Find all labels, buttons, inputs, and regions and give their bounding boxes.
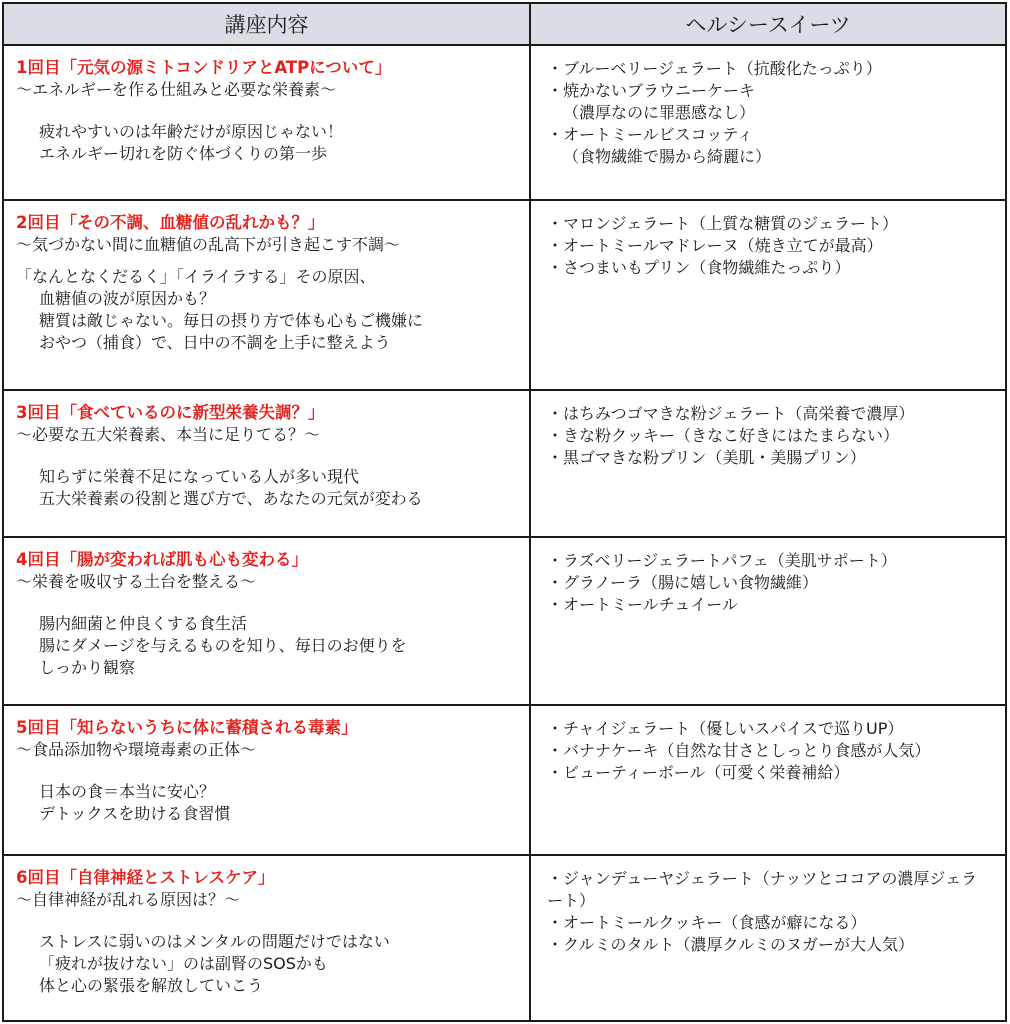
sweet-item: ・きな粉クッキー（きなこ好きにはたまらない） (547, 426, 900, 445)
lecture-cell (3, 200, 530, 390)
table-row (3, 45, 1006, 200)
sweets-cell (530, 855, 1006, 1021)
header-healthy-sweets: ヘルシースイーツ (530, 3, 1006, 45)
lecture-subtitle: 〜エネルギーを作る仕組みと必要な栄養素〜 (16, 80, 337, 99)
description-line: おやつ（捕食）で、日中の不調を上手に整えよう (39, 333, 391, 352)
description-line: 糖質は敵じゃない。毎日の摂り方で体も心もご機嫌に (39, 311, 424, 330)
description-line: 疲れやすいのは年齢だけが原因じゃない！ (39, 122, 344, 141)
sweet-item: ・焼かないブラウニーケーキ (547, 81, 756, 100)
header-lecture-content: 講座内容 (3, 3, 530, 45)
sweets-cell (530, 537, 1006, 705)
description-line: 知らずに栄養不足になっている人が多い現代 (39, 467, 360, 486)
sweet-item: ・オートミールクッキー（食感が癖になる） (547, 913, 867, 932)
sweet-item: ・ブルーベリージェラート（抗酸化たっぷり） (547, 59, 882, 78)
lecture-description (16, 931, 529, 997)
description-line: 「なんとなくだるく」「イライラする」その原因、 (16, 267, 376, 286)
sweet-item: ・ビューティーボール（可愛く栄養補給） (547, 763, 850, 782)
sweet-item: ・バナナケーキ（自然な甘さとしっとり食感が人気） (547, 741, 931, 760)
lecture-title: 3回目「食べているのに新型栄養失調？」 (16, 403, 325, 422)
lecture-cell (3, 45, 530, 200)
description-line: 五大栄養素の役割と選び方で、あなたの元気が変わる (39, 489, 423, 508)
lecture-title: 5回目「知らないうちに体に蓄積される毒素」 (16, 718, 358, 737)
lecture-description (16, 466, 529, 510)
description-line: 「疲れが抜けない」のは副腎のSOSかも (39, 954, 328, 973)
lecture-cell (3, 705, 530, 855)
table-row (3, 855, 1006, 1021)
sweet-item: ・オートミールマドレーヌ（焼き立てが最高） (547, 236, 883, 255)
description-line: しっかり観察 (39, 658, 136, 677)
sweets-cell (530, 200, 1006, 390)
lecture-cell (3, 537, 530, 705)
description-line: 腸にダメージを与えるものを知り、毎日のお便りを (39, 636, 407, 655)
lecture-title: 6回目「自律神経とストレスケア」 (16, 868, 275, 887)
description-line: エネルギー切れを防ぐ体づくりの第一歩 (39, 144, 328, 163)
table-row (3, 705, 1006, 855)
sweet-item: ・クルミのタルト（濃厚クルミのヌガーが大人気） (547, 935, 915, 954)
sweets-cell (530, 390, 1006, 537)
sweet-item-note: （食物繊維で腸から綺麗に） (563, 147, 772, 166)
table-row (3, 200, 1006, 390)
lecture-description (16, 121, 529, 165)
description-line: ストレスに弱いのはメンタルの問題だけではない (39, 932, 390, 951)
description-line: 腸内細菌と仲良くする食生活 (39, 614, 248, 633)
lecture-description (16, 781, 529, 825)
sweet-item: ・黒ゴマきな粉プリン（美肌・美腸プリン） (547, 448, 866, 467)
lecture-cell (3, 390, 530, 537)
table-row (3, 537, 1006, 705)
table-row (3, 390, 1006, 537)
course-schedule-table (2, 2, 1007, 1022)
description-line: デトックスを助ける食習慣 (39, 804, 231, 823)
sweet-item: ・マロンジェラート（上質な糖質のジェラート） (547, 214, 898, 233)
lecture-title: 1回目「元気の源ミトコンドリアとATPについて」 (16, 58, 392, 77)
description-line: 血糖値の波が原因かも？ (39, 289, 216, 308)
lecture-title: 4回目「腸が変われば肌も心も変わる」 (16, 550, 308, 569)
sweet-item: ・ラズベリージェラートパフェ（美肌サポート） (547, 551, 897, 570)
sweet-item: ・オートミールビスコッティ (547, 125, 754, 144)
lecture-subtitle: 〜自律神経が乱れる原因は？〜 (16, 890, 241, 909)
sweet-item: ・さつまいもプリン（食物繊維たっぷり） (547, 258, 851, 277)
sweet-item: ・グラノーラ（腸に嬉しい食物繊維） (547, 573, 819, 592)
sweet-item: ・ジャンデューヤジェラート（ナッツとココアの濃厚ジェラート） (547, 869, 978, 910)
sweet-item: ・オートミールチュイール (547, 595, 738, 614)
description-line: 体と心の緊張を解放していこう (39, 976, 264, 995)
lecture-description (16, 613, 529, 679)
lecture-subtitle: 〜必要な五大栄養素、本当に足りてる？〜 (16, 425, 321, 444)
sweet-item: ・チャイジェラート（優しいスパイスで巡りUP） (547, 719, 904, 738)
lecture-subtitle: 〜気づかない間に血糖値の乱高下が引き起こす不調〜 (16, 235, 401, 254)
lecture-description (16, 266, 529, 354)
sweets-cell (530, 45, 1006, 200)
lecture-title: 2回目「その不調、血糖値の乱れかも？」 (16, 213, 325, 232)
sweets-cell (530, 705, 1006, 855)
table-header-row (3, 3, 1006, 45)
lecture-subtitle: 〜栄養を吸収する土台を整える〜 (16, 572, 257, 591)
lecture-subtitle: 〜食品添加物や環境毒素の正体〜 (16, 740, 257, 759)
sweet-item-note: （濃厚なのに罪悪感なし） (563, 103, 756, 122)
sweet-item: ・はちみつゴマきな粉ジェラート（高栄養で濃厚） (547, 404, 915, 423)
lecture-cell (3, 855, 530, 1021)
description-line: 日本の食＝本当に安心？ (39, 782, 216, 801)
